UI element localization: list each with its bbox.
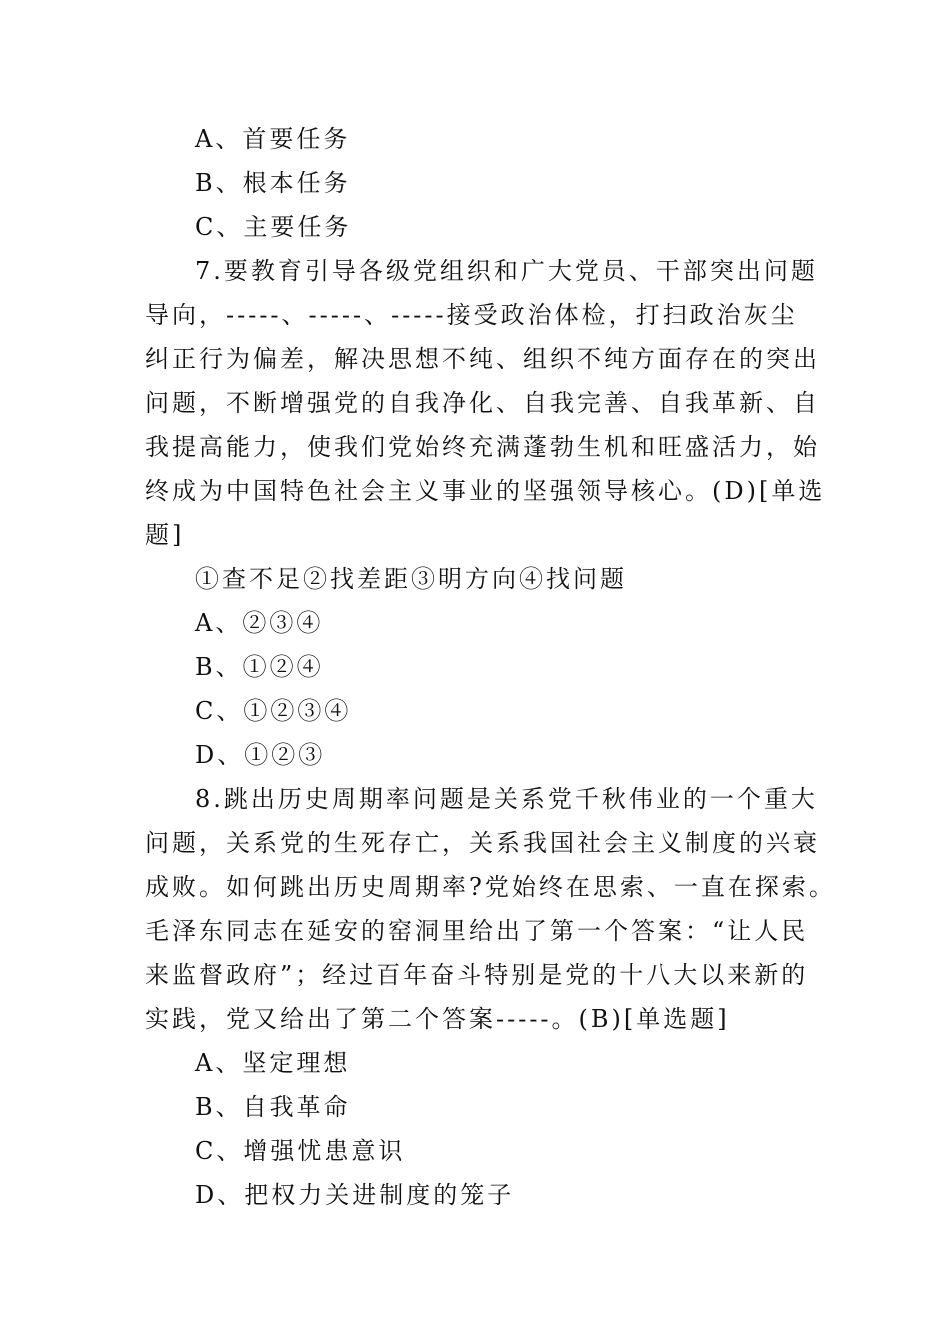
q7-line-5: 我提高能力，使我们党始终充满蓬勃生机和旺盛活力，始 [145,433,820,461]
q7-line-4: 问题，不断增强党的自我净化、自我完善、自我革新、自 [145,389,820,417]
q7-line-6: 终成为中国特色社会主义事业的坚强领导核心。(D)[单选 [145,477,826,505]
q6-option-c: C、主要任务 [195,213,352,241]
q8-line-5: 来监督政府”；经过百年奋斗特别是党的十八大以来新的 [145,961,809,989]
q7-items: ①查不足②找差距③明方向④找问题 [195,565,627,593]
q8-option-b: B、自我革命 [195,1093,351,1121]
q7-line-3: 纠正行为偏差，解决思想不纯、组织不纯方面存在的突出 [145,345,820,373]
q8-line-1: 8.跳出历史周期率问题是关系党千秋伟业的一个重大 [195,785,818,813]
q7-line-1: 7.要教育引导各级党组织和广大党员、干部突出问题 [195,257,818,285]
q7-option-c: C、①②③④ [195,697,352,725]
q6-option-a: A、首要任务 [195,125,351,153]
q8-line-4: 毛泽东同志在延安的窑洞里给出了第一个答案：“让人民 [145,917,809,945]
q7-option-b: B、①②④ [195,653,324,681]
q8-option-d: D、把权力关进制度的笼子 [195,1181,515,1209]
q8-option-c: C、增强忧患意识 [195,1137,406,1165]
q7-option-d: D、①②③ [195,741,326,769]
q7-line-7: 题] [145,521,185,549]
q8-option-a: A、坚定理想 [195,1049,351,1077]
q8-line-3: 成败。如何跳出历史周期率?党始终在思索、一直在探索。 [145,873,836,901]
q8-line-6: 实践，党又给出了第二个答案-----。(B)[单选题] [145,1005,730,1033]
q8-line-2: 问题，关系党的生死存亡，关系我国社会主义制度的兴衰 [145,829,820,857]
q7-option-a: A、②③④ [195,609,324,637]
q6-option-b: B、根本任务 [195,169,351,197]
q7-line-2: 导向，-----、-----、-----接受政治体检，打扫政治灰尘 [145,301,798,329]
